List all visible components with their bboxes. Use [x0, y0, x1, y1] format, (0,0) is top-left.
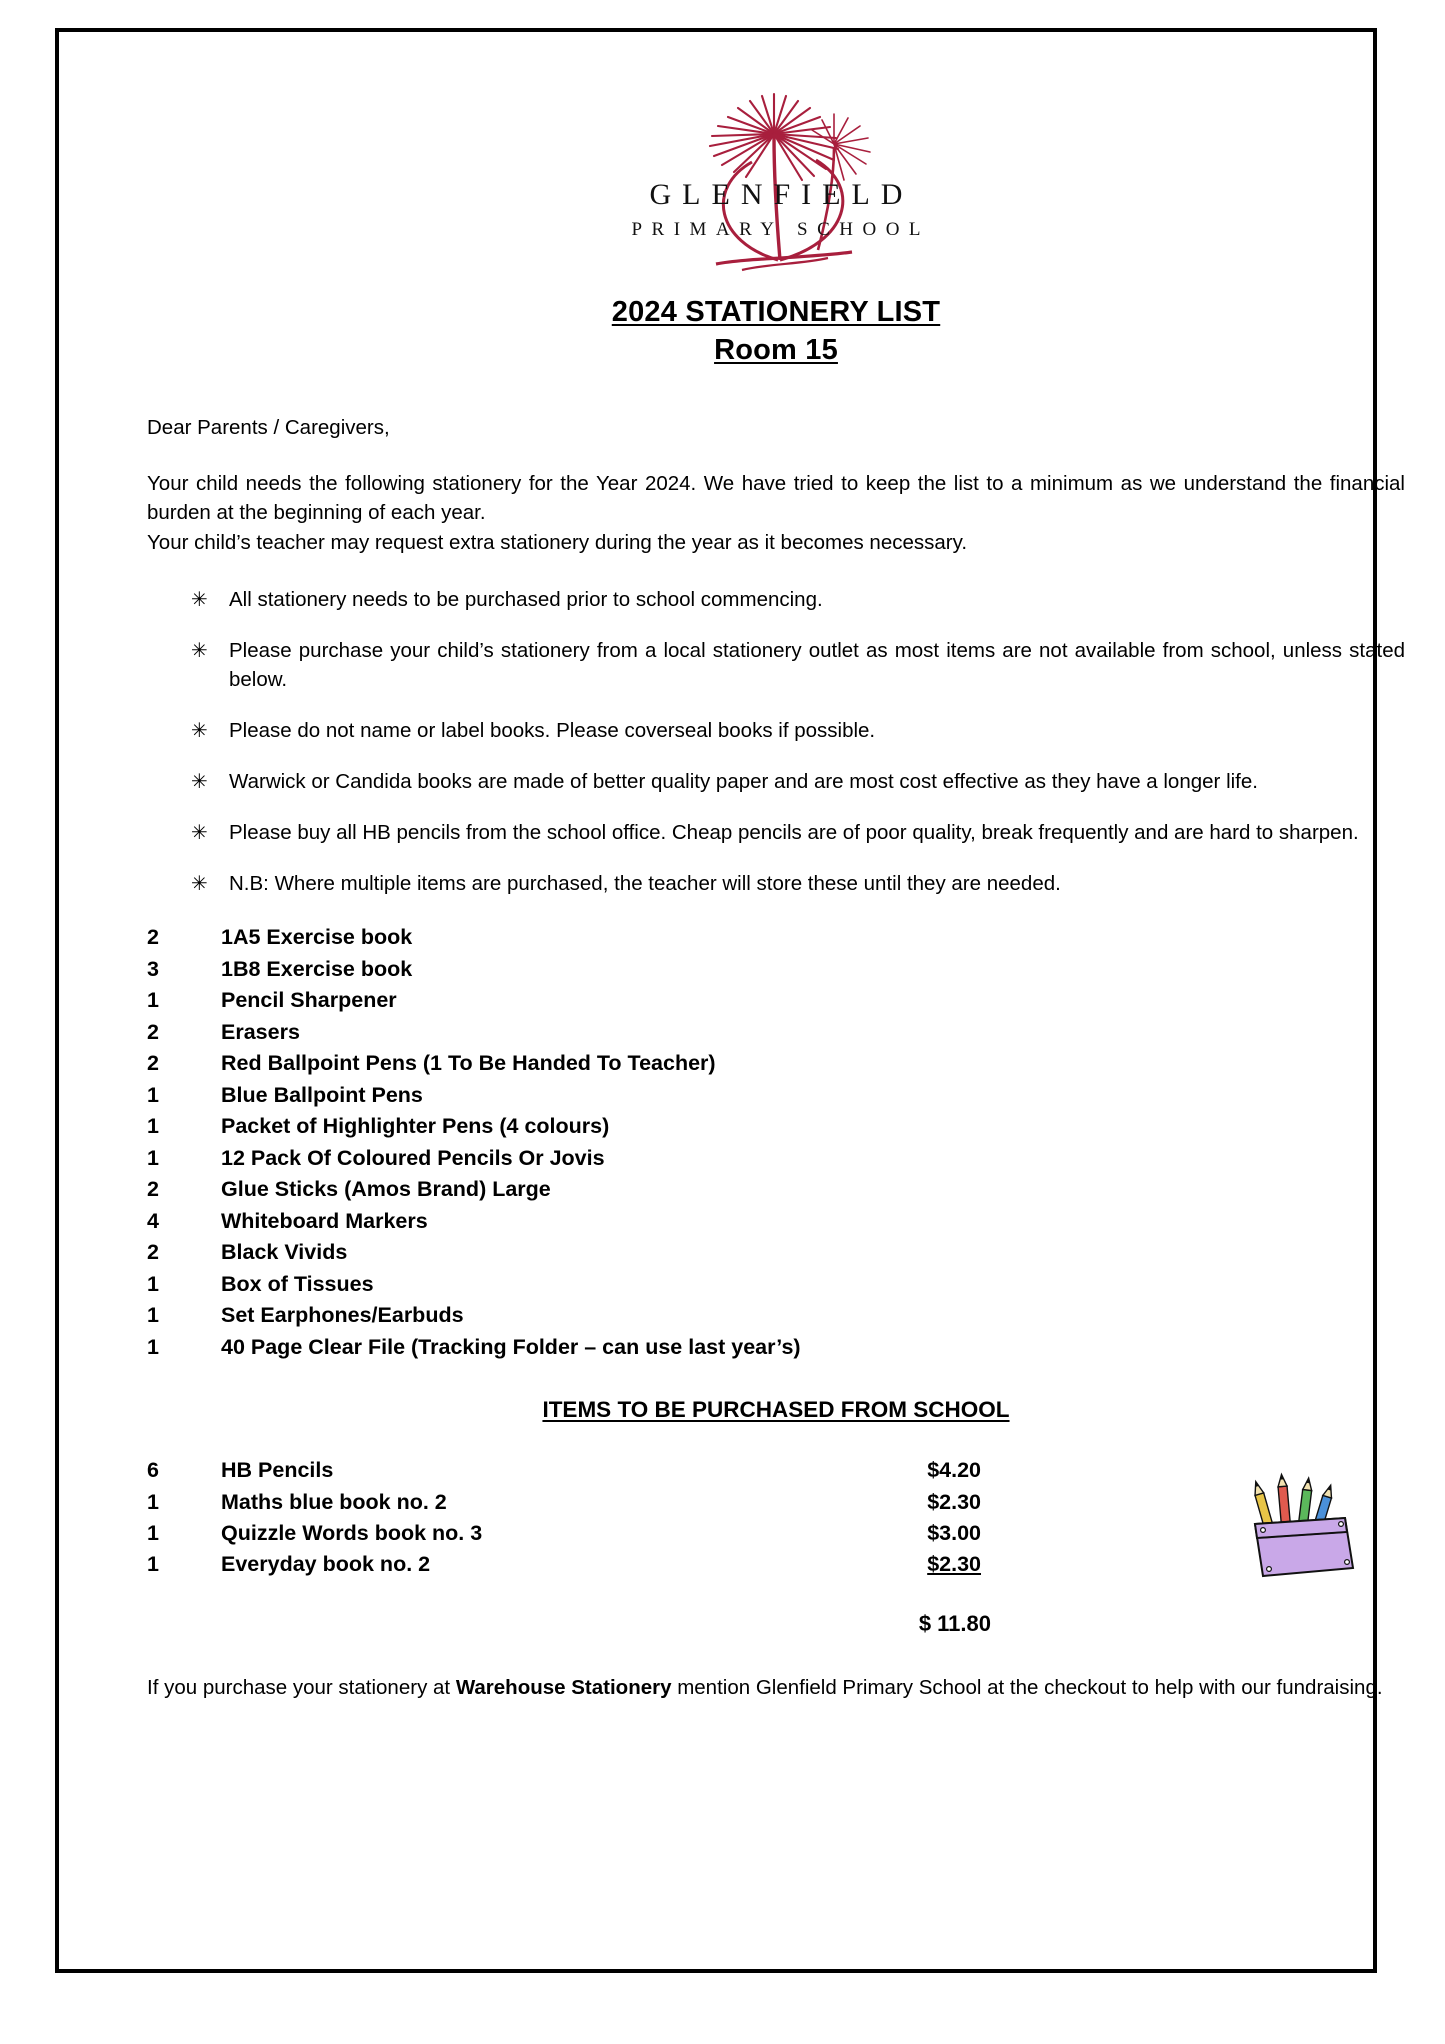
- item-quantity: 2: [147, 1240, 159, 1265]
- bullet-item: [147, 818, 1405, 847]
- item-name: Box of Tissues: [221, 1271, 374, 1296]
- intro-paragraph-2: Your child’s teacher may request extra stationery during the year as it becomes necessary.: [147, 530, 968, 554]
- bullet-text: N.B: Where multiple items are purchased, the teacher will store these until they are needed.: [229, 872, 1061, 896]
- asterisk-bullet-icon: ✳: [191, 769, 208, 794]
- item-quantity: 1: [147, 1303, 159, 1328]
- item-quantity: 2: [147, 1177, 159, 1202]
- footer-part-1: If you purchase your stationery at: [147, 1675, 456, 1699]
- item-name: 1B8 Exercise book: [221, 956, 413, 981]
- bullet-text: All stationery needs to be purchased prior to school commencing.: [229, 587, 823, 611]
- item-name: Glue Sticks (Amos Brand) Large: [221, 1177, 551, 1202]
- total-spacer: [147, 1611, 871, 1637]
- list-item: [147, 1111, 1405, 1142]
- item-name: Black Vivids: [221, 1240, 348, 1265]
- item-name: Erasers: [221, 1019, 300, 1044]
- asterisk-bullet-icon: ✳: [191, 586, 208, 611]
- school-list-item: [147, 1518, 1405, 1549]
- page-title: [147, 293, 1405, 331]
- school-items-heading: [147, 1397, 1405, 1423]
- bullet-text: Please buy all HB pencils from the school office. Cheap pencils are of poor quality, break frequently and are hard to sharpen.: [229, 821, 1359, 845]
- pencil-case-icon: [1241, 1472, 1369, 1582]
- asterisk-bullet-icon: ✳: [191, 717, 208, 742]
- list-item: [147, 922, 1405, 953]
- item-quantity: 1: [147, 1114, 159, 1139]
- bullet-item: [147, 585, 1405, 614]
- logo-school-type: PRIMARY SCHOOL: [631, 219, 931, 240]
- item-quantity: 1: [147, 1145, 159, 1170]
- bullet-item: [147, 767, 1405, 796]
- school-items-heading-text: ITEMS TO BE PURCHASED FROM SCHOOL: [542, 1397, 1010, 1423]
- intro-paragraph: Your child needs the following stationery for the Year 2024. We have tried to keep the list to a minimum as we understand the financial burden at the beginning of each year.: [147, 472, 1405, 525]
- item-quantity: 4: [147, 1208, 159, 1233]
- item-name: Blue Ballpoint Pens: [221, 1082, 423, 1107]
- item-quantity: 6: [147, 1458, 159, 1483]
- bullet-text: Please do not name or label books. Please coverseal books if possible.: [229, 718, 876, 742]
- item-name: Set Earphones/Earbuds: [221, 1303, 464, 1328]
- list-item: [147, 1237, 1405, 1268]
- item-quantity: 1: [147, 1271, 159, 1296]
- footer-note: [147, 1673, 1405, 1702]
- item-quantity: 1: [147, 1334, 159, 1359]
- item-name: Whiteboard Markers: [221, 1208, 428, 1233]
- list-item: [147, 1300, 1405, 1331]
- item-quantity: 2: [147, 925, 159, 950]
- item-name: Maths blue book no. 2: [221, 1489, 447, 1514]
- bullet-text: Warwick or Candida books are made of better quality paper and are most cost effective as they have a longer life.: [229, 770, 1258, 794]
- item-quantity: 1: [147, 1552, 159, 1577]
- list-item: [147, 1332, 1405, 1363]
- school-list-item: [147, 1487, 1405, 1518]
- item-name: Red Ballpoint Pens (1 To Be Handed To Teacher): [221, 1051, 716, 1076]
- asterisk-bullet-icon: ✳: [191, 820, 208, 845]
- logo-school-name: GLENFIELD: [649, 178, 914, 211]
- document-content: [147, 92, 1405, 1702]
- page-title-text: 2024 STATIONERY LIST: [611, 296, 941, 328]
- total-row: [147, 1611, 1405, 1637]
- list-item: [147, 1143, 1405, 1174]
- item-quantity: 1: [147, 1520, 159, 1545]
- item-quantity: 2: [147, 1051, 159, 1076]
- notes-bullet-list: [147, 585, 1405, 899]
- bullet-item: [147, 869, 1405, 898]
- item-price: $2.30: [927, 1489, 981, 1514]
- item-quantity: 1: [147, 1082, 159, 1107]
- item-quantity: 1: [147, 988, 159, 1013]
- page-border-frame: [55, 28, 1405, 1973]
- item-name: HB Pencils: [221, 1458, 334, 1483]
- list-item: [147, 1080, 1405, 1111]
- school-list-item: [147, 1549, 1405, 1580]
- item-quantity: 1: [147, 1489, 159, 1514]
- item-name: Packet of Highlighter Pens (4 colours): [221, 1114, 610, 1139]
- school-logo: [147, 92, 1405, 287]
- list-item: [147, 1206, 1405, 1237]
- footer-store-name: Warehouse Stationery: [455, 1675, 672, 1699]
- item-name: Everyday book no. 2: [221, 1552, 431, 1577]
- total-amount: $ 11.80: [918, 1610, 991, 1636]
- stationery-list: [147, 922, 1405, 1363]
- asterisk-bullet-icon: ✳: [191, 871, 208, 896]
- item-name: 40 Page Clear File (Tracking Folder – can use last year’s): [221, 1334, 801, 1359]
- item-quantity: 3: [147, 956, 159, 981]
- item-name: 1A5 Exercise book: [221, 925, 413, 950]
- bullet-item: [147, 636, 1405, 694]
- list-item: [147, 985, 1405, 1016]
- list-item: [147, 1048, 1405, 1079]
- item-quantity: 2: [147, 1019, 159, 1044]
- list-item: [147, 954, 1405, 985]
- item-name: Quizzle Words book no. 3: [221, 1520, 483, 1545]
- footer-part-2: mention Glenfield Primary School at the checkout to help with our fundraising.: [671, 1675, 1383, 1699]
- bullet-text: Please purchase your child’s stationery from a local stationery outlet as most items are not available from school, unless stated below.: [229, 638, 1405, 691]
- bullet-item: [147, 716, 1405, 745]
- item-price: [871, 1549, 981, 1580]
- list-item: [147, 1269, 1405, 1300]
- asterisk-bullet-icon: ✳: [191, 637, 208, 662]
- salutation: Dear Parents / Caregivers,: [147, 415, 390, 439]
- school-logo-inner: [566, 92, 986, 282]
- school-items-list: [147, 1455, 1405, 1637]
- page-subtitle-text: Room 15: [714, 334, 838, 367]
- item-name: 12 Pack Of Coloured Pencils Or Jovis: [221, 1145, 605, 1170]
- school-list-item: [147, 1455, 1405, 1486]
- page-subtitle: [147, 331, 1405, 369]
- item-price: $3.00: [927, 1520, 981, 1545]
- item-price: $4.20: [927, 1458, 981, 1483]
- item-name: Pencil Sharpener: [221, 988, 397, 1013]
- list-item: [147, 1174, 1405, 1205]
- item-price-text: $2.30: [927, 1552, 981, 1577]
- list-item: [147, 1017, 1405, 1048]
